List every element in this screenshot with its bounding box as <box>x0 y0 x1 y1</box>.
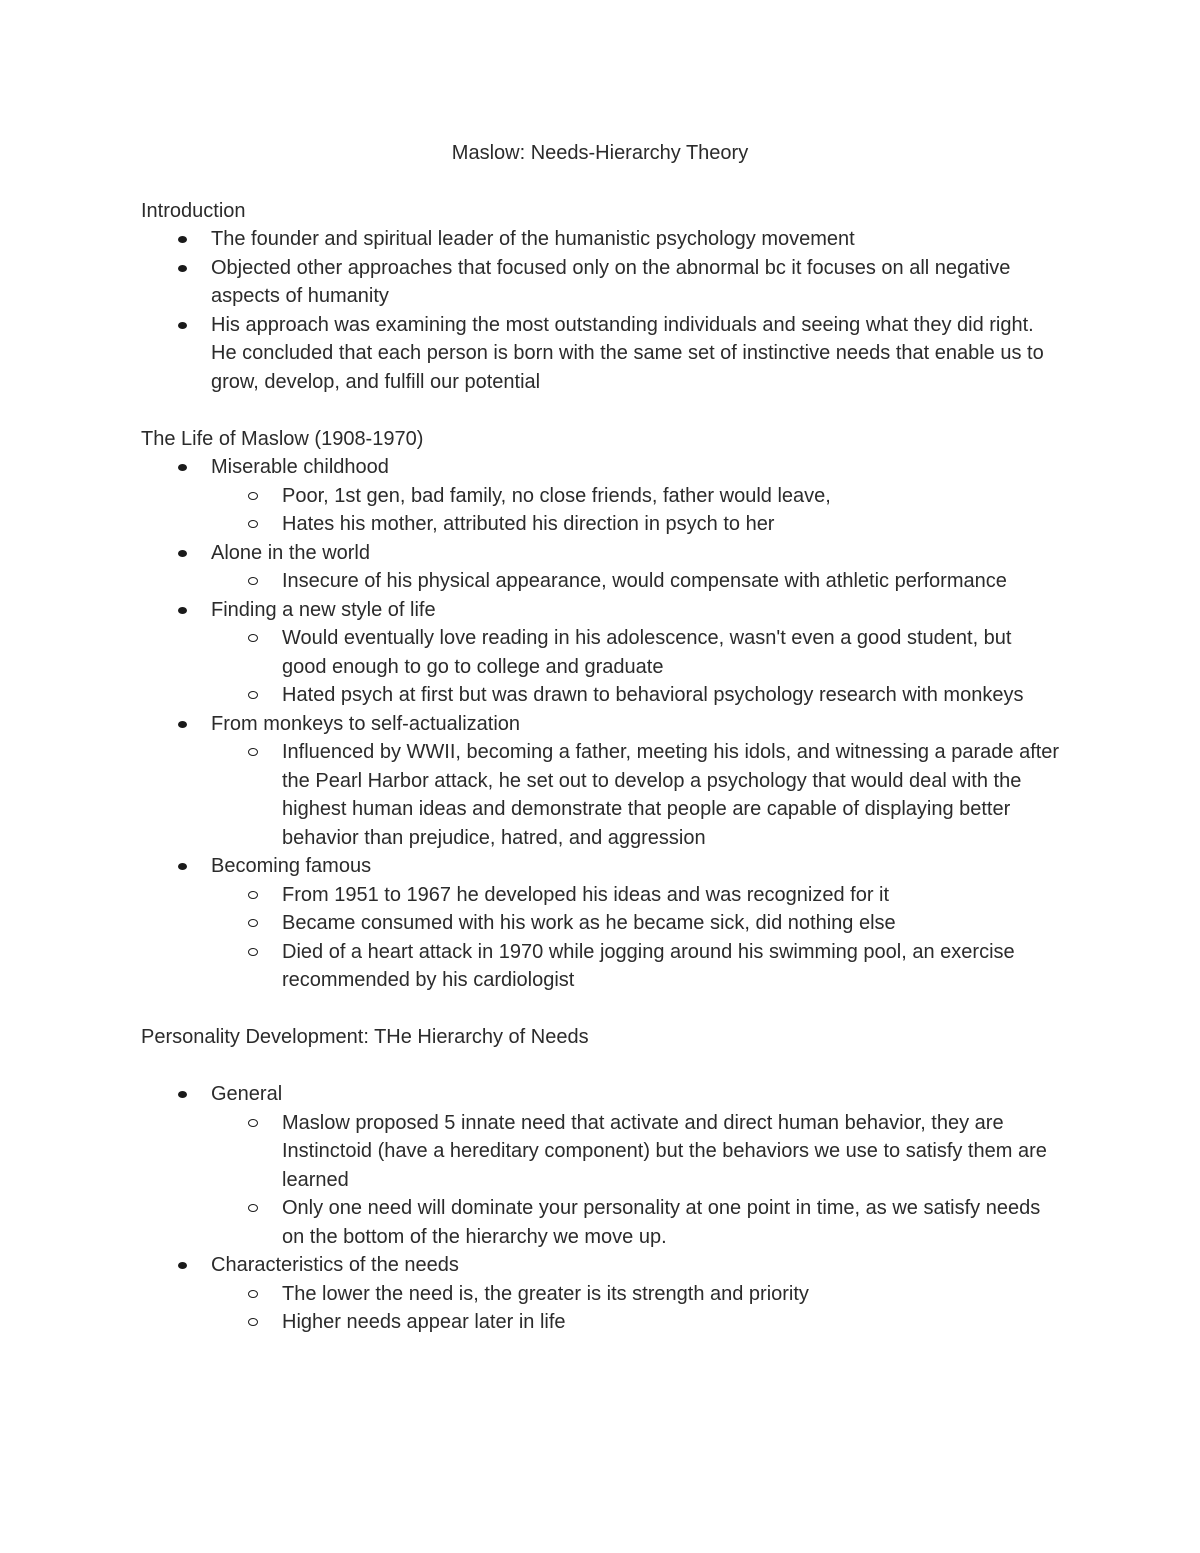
sub-list-item-text: Insecure of his physical appearance, would compensate with athletic performance <box>282 570 1007 592</box>
sub-bullet-list <box>211 567 1061 596</box>
sub-list-item-text: Became consumed with his work as he became sick, did nothing else <box>282 912 896 934</box>
section-heading: Introduction <box>141 199 246 222</box>
sub-list-item <box>211 681 1061 710</box>
filled-bullet-icon <box>178 863 187 870</box>
sub-list-item <box>211 1194 1061 1251</box>
document-title: Maslow: Needs-Hierarchy Theory <box>451 142 749 164</box>
filled-bullet-icon <box>178 464 187 471</box>
filled-bullet-icon <box>178 1091 187 1098</box>
hollow-bullet-icon <box>248 691 258 699</box>
list-item-text: Characteristics of the needs <box>211 1254 459 1276</box>
list-item <box>141 710 1061 853</box>
hollow-bullet-icon <box>248 520 258 528</box>
sub-list-item <box>211 909 1061 938</box>
filled-bullet-icon <box>178 721 187 728</box>
sub-list-item <box>211 1109 1061 1195</box>
bullet-list <box>141 225 1061 396</box>
sub-list-item-text: Maslow proposed 5 innate need that activate and direct human behavior, they are Instinctoid (have a hereditary component) but the behaviors we use to satisfy them are learned <box>282 1111 1047 1191</box>
section <box>141 197 1061 397</box>
sub-list-item-text: Only one need will dominate your personality at one point in time, as we satisfy needs on the bottom of the hierarchy we move up. <box>282 1197 1041 1248</box>
filled-bullet-icon <box>178 236 187 243</box>
bullet-list <box>141 453 1061 995</box>
sub-list-item <box>211 738 1061 852</box>
sub-list-item <box>211 624 1061 681</box>
sub-list-item <box>211 482 1061 511</box>
sub-list-item-text: Poor, 1st gen, bad family, no close friends, father would leave, <box>282 484 831 507</box>
hollow-bullet-icon <box>248 948 258 956</box>
section <box>141 425 1061 995</box>
document-page <box>141 139 1061 1365</box>
filled-bullet-icon <box>178 1262 187 1269</box>
hollow-bullet-icon <box>248 1204 258 1212</box>
list-item-text: The founder and spiritual leader of the humanistic psychology movement <box>211 228 855 250</box>
list-item <box>141 539 1061 596</box>
blank-line <box>141 1052 1061 1081</box>
hollow-bullet-icon <box>248 1119 258 1127</box>
hollow-bullet-icon <box>248 1318 258 1326</box>
list-item <box>141 254 1061 311</box>
filled-bullet-icon <box>178 550 187 557</box>
sub-list-item <box>211 881 1061 910</box>
list-item-text: Miserable childhood <box>211 456 389 478</box>
hollow-bullet-icon <box>248 634 258 642</box>
sub-bullet-list <box>211 1109 1061 1252</box>
sub-bullet-list <box>211 624 1061 710</box>
hollow-bullet-icon <box>248 919 258 927</box>
hollow-bullet-icon <box>248 577 258 585</box>
hollow-bullet-icon <box>248 1290 258 1298</box>
sub-list-item <box>211 1280 1061 1309</box>
filled-bullet-icon <box>178 607 187 614</box>
section <box>141 1023 1061 1337</box>
list-item-text: Objected other approaches that focused only on the abnormal bc it focuses on all negative aspects of humanity <box>211 256 1011 307</box>
list-item <box>141 311 1061 397</box>
list-item <box>141 1251 1061 1337</box>
document-body <box>141 197 1061 1337</box>
hollow-bullet-icon <box>248 891 258 899</box>
sub-bullet-list <box>211 1280 1061 1337</box>
list-item-text: General <box>211 1083 283 1105</box>
list-item <box>141 852 1061 995</box>
sub-bullet-list <box>211 738 1061 852</box>
filled-bullet-icon <box>178 265 187 272</box>
list-item <box>141 1080 1061 1251</box>
sub-list-item-text: Higher needs appear later in life <box>282 1311 566 1333</box>
list-item-text: His approach was examining the most outstanding individuals and seeing what they did right. He concluded that each person is born with the same set of instinctive needs that enable us to grow, develop, and fulfill our potential <box>211 313 1044 393</box>
filled-bullet-icon <box>178 322 187 329</box>
sub-list-item-text: Would eventually love reading in his adolescence, wasn't even a good student, but good enough to go to college and graduate <box>282 627 1012 678</box>
hollow-bullet-icon <box>248 492 258 500</box>
bullet-list <box>141 1080 1061 1337</box>
sub-list-item-text: Hates his mother, attributed his direction in psych to her <box>282 513 775 535</box>
list-item-text: Finding a new style of life <box>211 598 436 621</box>
list-item <box>141 225 1061 254</box>
list-item <box>141 596 1061 710</box>
sub-list-item-text: The lower the need is, the greater is its strength and priority <box>282 1282 809 1305</box>
section-heading: Personality Development: THe Hierarchy of Needs <box>141 1026 589 1048</box>
sub-bullet-list <box>211 881 1061 995</box>
list-item-text: Becoming famous <box>211 855 372 877</box>
list-item <box>141 453 1061 539</box>
hollow-bullet-icon <box>248 748 258 756</box>
sub-list-item <box>211 938 1061 995</box>
section-heading: The Life of Maslow (1908-1970) <box>141 427 424 450</box>
sub-bullet-list <box>211 482 1061 539</box>
sub-list-item-text: From 1951 to 1967 he developed his ideas and was recognized for it <box>282 883 890 906</box>
list-item-text: Alone in the world <box>211 541 370 564</box>
sub-list-item-text: Influenced by WWII, becoming a father, meeting his idols, and witnessing a parade after the Pearl Harbor attack, he set out to develop a psychology that would deal with the highest human ideas and demonstrate that people are capable of displaying better behavior than prejudice, hatred, and aggression <box>282 741 1060 849</box>
list-item-text: From monkeys to self-actualization <box>211 712 521 735</box>
sub-list-item <box>211 567 1061 596</box>
sub-list-item-text: Hated psych at first but was drawn to behavioral psychology research with monkeys <box>282 684 1024 706</box>
sub-list-item <box>211 510 1061 539</box>
sub-list-item-text: Died of a heart attack in 1970 while jogging around his swimming pool, an exercise recommended by his cardiologist <box>282 940 1015 991</box>
sub-list-item <box>211 1308 1061 1337</box>
